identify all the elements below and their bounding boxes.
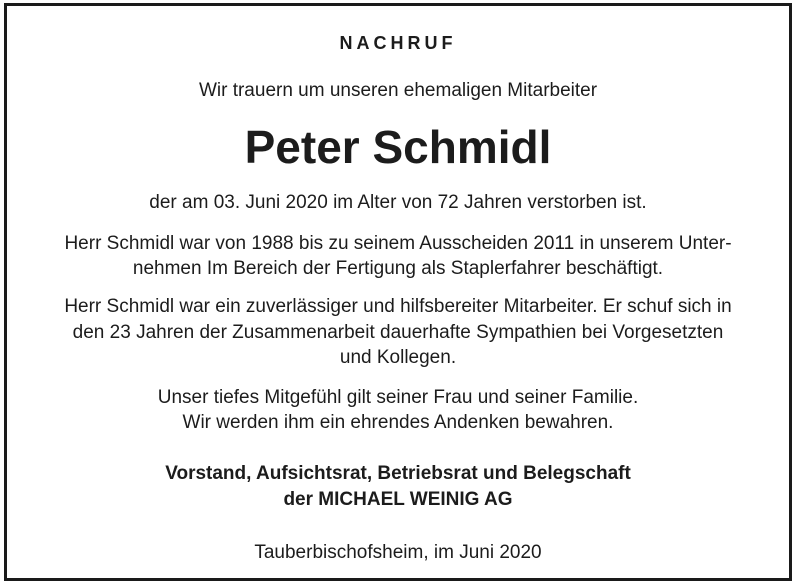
deceased-name: Peter Schmidl	[244, 121, 552, 173]
character-line-1: Herr Schmidl war ein zuverlässiger und hilfsbereiter Mitarbeiter. Er schuf sich in	[64, 296, 732, 317]
place-date: Tauberbischofsheim, im Juni 2020	[254, 542, 542, 563]
signature-line-2: der MICHAEL WEINIG AG	[283, 489, 513, 510]
character-line-3: und Kollegen.	[339, 347, 457, 368]
character-line-2: den 23 Jahren der Zusammenarbeit dauerhafte Sympathien bei Vorgesetzten	[72, 322, 724, 343]
death-line: der am 03. Juni 2020 im Alter von 72 Jahren verstorben ist.	[149, 192, 647, 213]
signature-line-1: Vorstand, Aufsichtsrat, Betriebsrat und Belegschaft	[165, 463, 631, 484]
condolence-line-2: Wir werden ihm ein ehrendes Andenken bewahren.	[182, 412, 614, 433]
intro-text: Wir trauern um unseren ehemaligen Mitarbeiter	[198, 80, 598, 101]
obituary-notice	[4, 3, 792, 581]
condolence-line-1: Unser tiefes Mitgefühl gilt seiner Frau und seiner Familie.	[157, 387, 639, 408]
career-line-2: nehmen Im Bereich der Fertigung als Staplerfahrer beschäftigt.	[132, 258, 664, 279]
notice-heading: NACHRUF	[339, 33, 457, 53]
career-line-1: Herr Schmidl war von 1988 bis zu seinem Ausscheiden 2011 in unserem Unter-	[64, 233, 732, 254]
